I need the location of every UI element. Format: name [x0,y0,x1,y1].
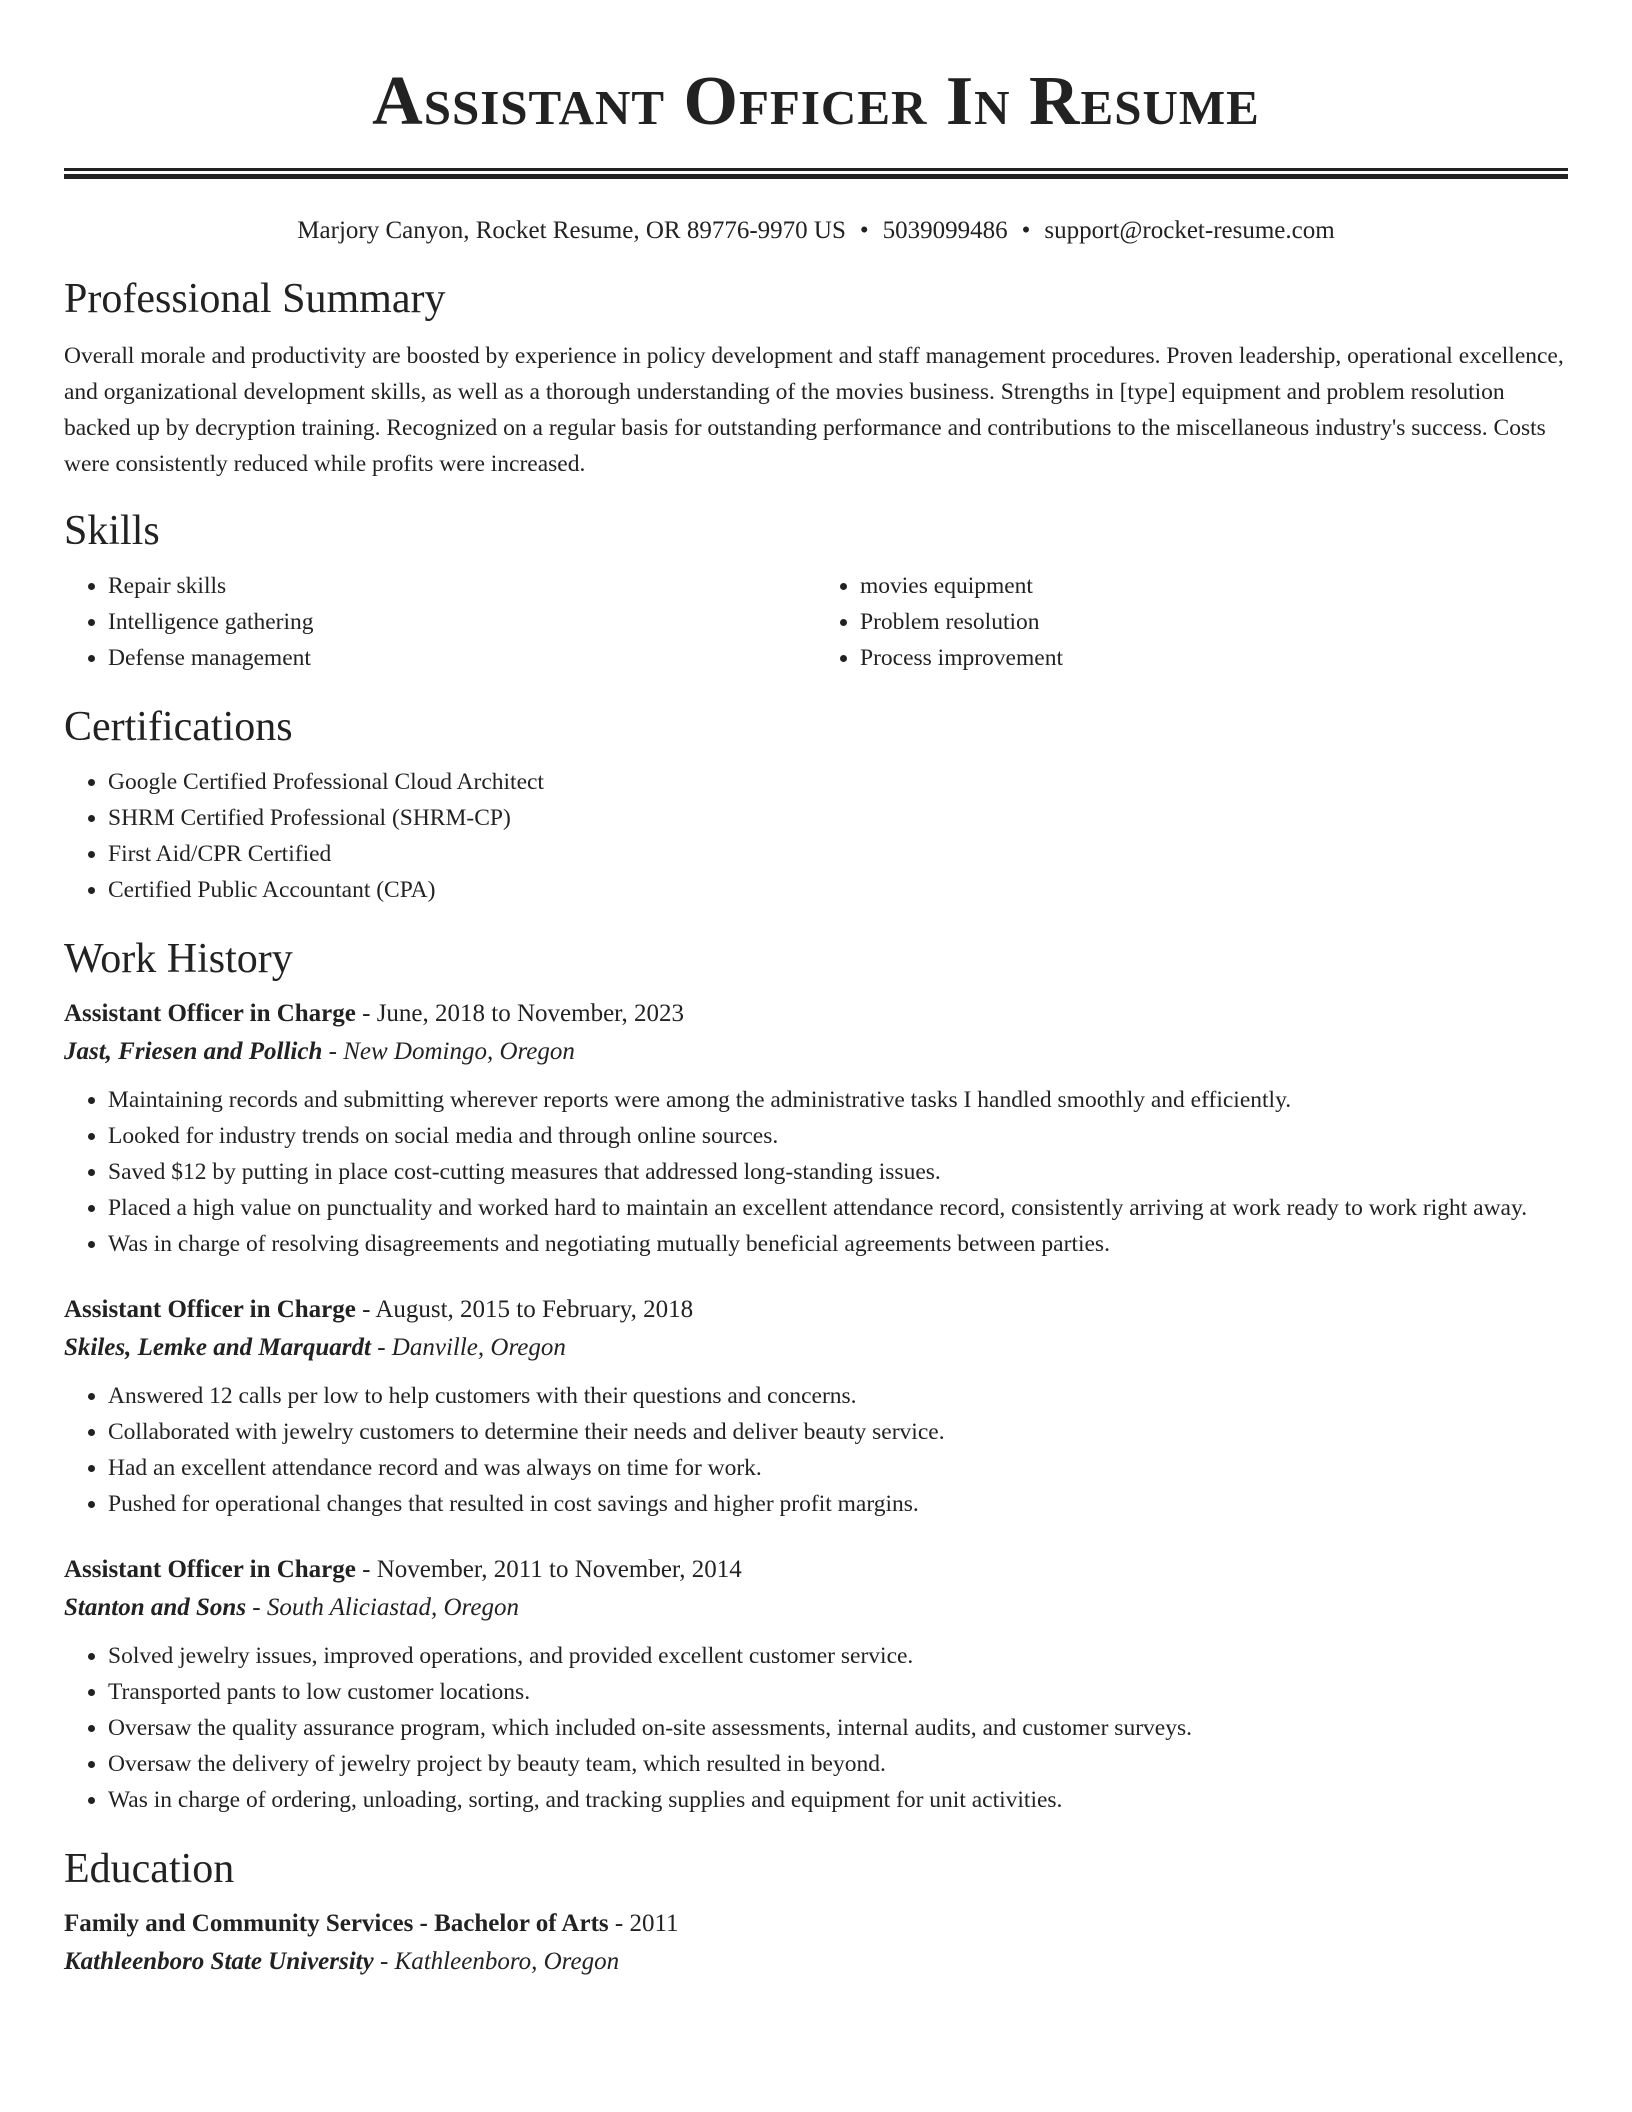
job-location: - New Domingo, Oregon [322,1038,575,1065]
job-bullet: • Placed a high value on punctuality and worked hard to maintain an excellent attendance record, consistently arriving at work ready to work right away. [108,1190,1568,1226]
certification-item: • First Aid/CPR Certified [108,836,1568,872]
job-bullet: • Answered 12 calls per low to help customers with their questions and concerns. [108,1378,1568,1414]
job-bullets [64,1378,1568,1522]
job-bullet: • Saved $12 by putting in place cost-cutting measures that addressed long-standing issues. [108,1154,1568,1190]
job-company-line [64,1032,1568,1072]
job-bullet: • Transported pants to low customer locations. [108,1674,1568,1710]
certification-item: • Google Certified Professional Cloud Architect [108,764,1568,800]
job-bullet: • Solved jewelry issues, improved operations, and provided excellent customer service. [108,1638,1568,1674]
skill-item: • Repair skills [108,568,816,604]
resume-title: Assistant Officer In Resume [372,63,1260,140]
job-title: Assistant Officer in Charge [64,1296,356,1323]
job-bullet: • Oversaw the quality assurance program, which included on-site assessments, internal audits, and customer surveys. [108,1710,1568,1746]
contact-phone: 5039099486 [882,217,1008,244]
contact-email: support@rocket-resume.com [1044,217,1335,244]
summary-text: Overall morale and productivity are boosted by experience in policy development and staff management procedures. Proven leadership, operational excellence, and organizational development skills, as well as a thorough understanding of the movies business. Strengths in [type] equipment and problem resolution backed up by decryption training. Recognized on a regular basis for outstanding performance and contributions to the miscellaneous industry's success. Costs were consistently reduced while profits were increased. [64,343,1564,477]
education-school: Kathleenboro State University [64,1948,374,1975]
skills-column-right [816,568,1568,676]
job-location: - South Aliciastad, Oregon [246,1594,519,1621]
education-header [64,1906,1568,1942]
job-bullet: • Was in charge of resolving disagreements and negotiating mutually beneficial agreements between parties. [108,1226,1568,1262]
job-bullet: • Pushed for operational changes that resulted in cost savings and higher profit margins. [108,1486,1568,1522]
job-company-line [64,1328,1568,1368]
education-heading: Education [64,1846,235,1892]
job-location: - Danville, Oregon [370,1334,566,1361]
contact-address: Marjory Canyon, Rocket Resume, OR 89776-9970 US [297,217,846,244]
job-entry [64,1552,1568,1818]
job-bullet: • Was in charge of ordering, unloading, sorting, and tracking supplies and equipment for unit activities. [108,1782,1568,1818]
job-bullets [64,1082,1568,1262]
job-bullets [64,1638,1568,1818]
job-dates: - November, 2011 to November, 2014 [355,1556,742,1583]
job-company: Stanton and Sons [64,1594,247,1621]
job-title: Assistant Officer in Charge [64,1000,356,1027]
skill-item: • Intelligence gathering [108,604,816,640]
skill-item: • Problem resolution [860,604,1568,640]
education-degree: Family and Community Services - Bachelor of Arts [64,1910,609,1937]
job-entry [64,1292,1568,1522]
job-company: Skiles, Lemke and Marquardt [64,1334,371,1361]
education-entry [64,1906,1568,1982]
certification-item: • Certified Public Accountant (CPA) [108,872,1568,908]
job-dates: - June, 2018 to November, 2023 [355,1000,684,1027]
job-title: Assistant Officer in Charge [64,1556,356,1583]
skill-item: • Defense management [108,640,816,676]
job-entry [64,996,1568,1262]
summary-heading: Professional Summary [64,276,446,322]
job-header [64,1292,1568,1328]
resume-page [64,0,1568,1982]
education-year: - 2011 [608,1910,679,1937]
title-divider [64,168,1568,179]
certification-item: • SHRM Certified Professional (SHRM-CP) [108,800,1568,836]
skill-item: • movies equipment [860,568,1568,604]
skills-column-left [64,568,816,676]
job-header [64,1552,1568,1588]
contact-separator: • [859,217,869,244]
education-school-line [64,1942,1568,1982]
certifications-list [64,764,1568,908]
contact-line [64,214,1568,248]
skills-list [64,568,1568,676]
job-company: Jast, Friesen and Pollich [64,1038,323,1065]
education-location: - Kathleenboro, Oregon [373,1948,620,1975]
contact-separator: • [1021,217,1031,244]
job-bullet: • Collaborated with jewelry customers to determine their needs and deliver beauty service. [108,1414,1568,1450]
job-company-line [64,1588,1568,1628]
skills-heading: Skills [64,508,160,554]
job-header [64,996,1568,1032]
job-dates: - August, 2015 to February, 2018 [355,1296,694,1323]
job-bullet: • Looked for industry trends on social media and through online sources. [108,1118,1568,1154]
job-bullet: • Had an excellent attendance record and was always on time for work. [108,1450,1568,1486]
certifications-heading: Certifications [64,704,293,750]
job-bullet: • Maintaining records and submitting wherever reports were among the administrative tasks I handled smoothly and efficiently. [108,1082,1568,1118]
work-history-heading: Work History [64,936,293,982]
job-bullet: • Oversaw the delivery of jewelry project by beauty team, which resulted in beyond. [108,1746,1568,1782]
skill-item: • Process improvement [860,640,1568,676]
